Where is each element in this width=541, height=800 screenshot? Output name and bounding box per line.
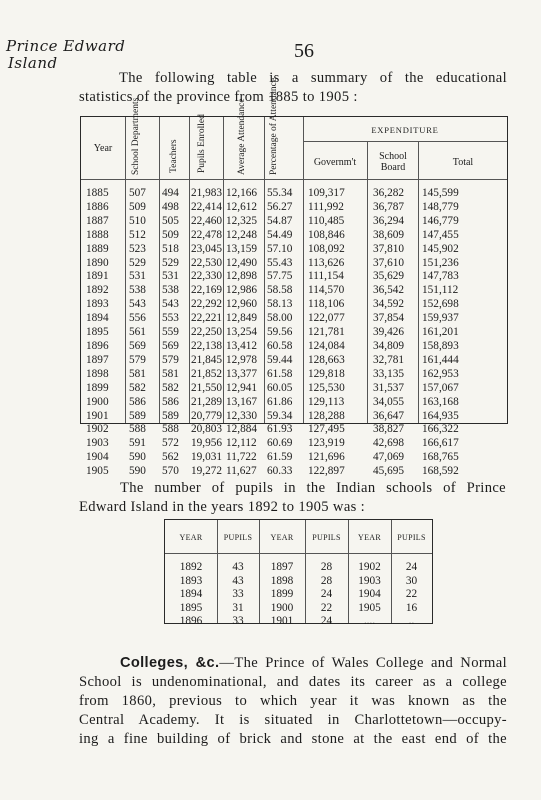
header-expenditure: EXPENDITURE xyxy=(371,125,439,135)
colleges-line1: —The Prince of Wales College and Normal xyxy=(219,655,507,671)
avg-cell: 12,849 xyxy=(226,312,258,325)
pupils-cell: 22,530 xyxy=(191,256,223,269)
y2-cell: 1901 xyxy=(270,615,294,627)
board-cell: 34,592 xyxy=(373,298,405,311)
teach-cell: 579 xyxy=(162,353,179,366)
teach-cell: 505 xyxy=(162,214,179,227)
teach-cell: 509 xyxy=(162,228,179,241)
years-cell: 1901 xyxy=(86,409,109,422)
teach-cell: 553 xyxy=(162,312,179,325)
dept-cell: 531 xyxy=(129,270,146,283)
indian-line2: Edward Island in the years 1892 to 1905 was : xyxy=(79,499,366,515)
years-cell: 1893 xyxy=(86,298,109,311)
board-cell: 38,609 xyxy=(373,228,405,241)
p2-cell: 24 xyxy=(320,588,333,600)
header-pupils-enrolled: Pupils Enrolled xyxy=(197,114,207,173)
indian-schools-table xyxy=(164,519,433,627)
pct-cell: 56.27 xyxy=(267,200,293,213)
pupils-cell: 20,803 xyxy=(191,423,223,436)
pupils-cell: 22,169 xyxy=(191,284,223,297)
total-cell: 159,937 xyxy=(422,312,459,325)
teach-cell: 586 xyxy=(162,395,179,408)
pct-cell: 58.58 xyxy=(267,284,293,297)
board-cell: 39,426 xyxy=(373,326,405,339)
avg-cell: 12,248 xyxy=(226,228,258,241)
pupils-cell: 23,045 xyxy=(191,242,223,255)
total-cell: 147,783 xyxy=(422,270,459,283)
years-cell: 1888 xyxy=(86,228,109,241)
gov-cell: 109,317 xyxy=(308,187,345,199)
pct-cell: 61.59 xyxy=(267,451,293,464)
teach-cell: 562 xyxy=(162,451,179,464)
avg-cell: 12,490 xyxy=(226,256,258,269)
years-cell: 1885 xyxy=(86,187,109,199)
gov-cell: 128,663 xyxy=(308,353,345,366)
avg-cell: 13,412 xyxy=(226,339,258,352)
pct-cell: 59.34 xyxy=(267,409,293,422)
dept-cell: 581 xyxy=(129,367,146,380)
pupils-cell: 22,460 xyxy=(191,214,223,227)
t2-header-year-3: YEAR xyxy=(358,533,381,542)
y3-cell: 1905 xyxy=(358,601,381,614)
years-cell: 1898 xyxy=(86,367,109,380)
p1-cell: 33 xyxy=(232,615,244,627)
pct-cell: 60.05 xyxy=(267,381,293,394)
pupils-cell: 22,414 xyxy=(191,200,223,213)
column-governmt xyxy=(308,187,364,479)
years-cell: 1887 xyxy=(86,214,109,227)
years-cell: 1890 xyxy=(86,256,109,269)
pupils-cell: 21,983 xyxy=(191,187,223,199)
years-cell: 1903 xyxy=(86,437,109,450)
pupils-cell: 22,221 xyxy=(191,312,223,325)
pupils-cell: 19,272 xyxy=(191,465,223,478)
gov-cell: 122,897 xyxy=(308,465,345,478)
header-year: Year xyxy=(93,143,113,154)
t2-header-pupils-3: PUPILS xyxy=(397,533,426,542)
gov-cell: 110,485 xyxy=(308,214,345,227)
teach-cell: 589 xyxy=(162,409,179,422)
board-cell: 35,629 xyxy=(373,270,405,283)
pupils-cell: 22,478 xyxy=(191,228,223,241)
pct-cell: 59.56 xyxy=(267,326,293,339)
column-average-attendance xyxy=(226,187,262,479)
total-cell: 168,592 xyxy=(422,465,459,478)
p3-cell: 24 xyxy=(405,561,418,573)
board-cell: 34,809 xyxy=(373,339,405,352)
avg-cell: 12,112 xyxy=(226,437,257,450)
pct-cell: 60.69 xyxy=(267,437,293,450)
dept-cell: 590 xyxy=(129,465,146,478)
gov-cell: 121,696 xyxy=(308,451,345,464)
teach-cell: 531 xyxy=(162,270,179,283)
gov-cell: 128,288 xyxy=(308,409,345,422)
column-school-board xyxy=(373,187,415,479)
dept-cell: 589 xyxy=(129,409,146,422)
board-cell: 42,698 xyxy=(373,437,405,450)
board-cell: 45,695 xyxy=(373,465,405,478)
total-cell: 164,935 xyxy=(422,409,459,422)
y3-cell: 1902 xyxy=(358,561,381,573)
p3-cell: .. xyxy=(408,615,415,627)
board-cell: 36,294 xyxy=(373,214,405,227)
total-cell: 146,779 xyxy=(422,214,459,227)
intro-line1: The following table is a summary of the educational xyxy=(119,70,507,86)
header-average-attendance: Average Attendance xyxy=(237,98,247,175)
p2-cell: 28 xyxy=(320,574,333,587)
dept-cell: 529 xyxy=(129,256,146,269)
pupils-cell: 19,031 xyxy=(191,451,223,464)
total-cell: 152,698 xyxy=(422,298,459,311)
pupils-cell: 21,852 xyxy=(191,367,223,380)
teach-cell: 581 xyxy=(162,367,179,380)
total-cell: 147,455 xyxy=(422,228,459,241)
y2-cell: 1899 xyxy=(270,588,294,600)
dept-cell: 512 xyxy=(129,228,146,241)
colleges-line3: from 1860, previous to which year it was known as the xyxy=(79,693,507,709)
pupils-cell: 20,779 xyxy=(191,409,223,422)
years-cell: 1891 xyxy=(86,270,109,283)
board-cell: 47,069 xyxy=(373,451,405,464)
years-cell: 1892 xyxy=(86,284,109,297)
p1-cell: 43 xyxy=(232,561,244,573)
pct-cell: 59.44 xyxy=(267,353,293,366)
t2-column-pupils-3 xyxy=(391,561,432,629)
total-cell: 162,953 xyxy=(422,367,459,380)
pct-cell: 57.10 xyxy=(267,242,293,255)
dept-cell: 509 xyxy=(129,200,146,213)
dept-cell: 590 xyxy=(129,451,146,464)
y2-cell: 1900 xyxy=(270,601,294,614)
t2-header-year-2: YEAR xyxy=(270,533,294,542)
gov-cell: 113,626 xyxy=(308,256,345,269)
gov-cell: 129,113 xyxy=(308,395,345,408)
pct-cell: 54.87 xyxy=(267,214,293,227)
running-head-line1: Prince Edward xyxy=(6,37,126,55)
dept-cell: 523 xyxy=(129,242,146,255)
total-cell: 166,617 xyxy=(422,437,459,450)
gov-cell: 114,570 xyxy=(308,284,345,297)
t2-column-year-1 xyxy=(165,561,217,629)
dept-cell: 569 xyxy=(129,339,146,352)
board-cell: 32,781 xyxy=(373,353,405,366)
colleges-line2: School is undenominational, and dates its career as a college xyxy=(79,674,507,690)
total-cell: 161,444 xyxy=(422,353,459,366)
board-cell: 36,787 xyxy=(373,200,405,213)
t2-column-year-3 xyxy=(348,561,391,629)
gov-cell: 111,992 xyxy=(308,200,344,213)
pupils-cell: 22,292 xyxy=(191,298,223,311)
years-cell: 1896 xyxy=(86,339,109,352)
board-cell: 36,542 xyxy=(373,284,405,297)
pupils-cell: 22,138 xyxy=(191,339,223,352)
p2-cell: 22 xyxy=(320,601,333,614)
years-cell: 1897 xyxy=(86,353,109,366)
avg-cell: 13,167 xyxy=(226,395,258,408)
board-cell: 37,810 xyxy=(373,242,405,255)
pct-cell: 61.93 xyxy=(267,423,293,436)
avg-cell: 12,612 xyxy=(226,200,258,213)
y1-cell: 1895 xyxy=(179,601,203,614)
dept-cell: 586 xyxy=(129,395,146,408)
p1-cell: 33 xyxy=(232,588,244,600)
total-cell: 161,201 xyxy=(422,326,459,339)
avg-cell: 13,254 xyxy=(226,326,258,339)
p3-cell: 22 xyxy=(405,588,418,600)
t2-column-pupils-1 xyxy=(217,561,259,629)
board-cell: 38,827 xyxy=(373,423,405,436)
total-cell: 158,893 xyxy=(422,339,459,352)
years-cell: 1900 xyxy=(86,395,109,408)
gov-cell: 118,106 xyxy=(308,298,345,311)
p1-cell: 31 xyxy=(232,601,244,614)
column-teachers xyxy=(162,187,186,479)
intro-line2: statistics of the province from 1885 to 1905 : xyxy=(79,89,358,105)
pct-cell: 54.49 xyxy=(267,228,293,241)
years-cell: 1894 xyxy=(86,312,109,325)
total-cell: 168,765 xyxy=(422,451,459,464)
gov-cell: 121,781 xyxy=(308,326,345,339)
pupils-cell: 19,956 xyxy=(191,437,223,450)
indian-line1: The number of pupils in the Indian schools of Prince xyxy=(120,480,506,496)
gov-cell: 129,818 xyxy=(308,367,345,380)
teach-cell: 569 xyxy=(162,339,179,352)
y2-cell: 1898 xyxy=(270,574,294,587)
pupils-cell: 22,250 xyxy=(191,326,223,339)
avg-cell: 12,330 xyxy=(226,409,258,422)
gov-cell: 111,154 xyxy=(308,270,344,283)
running-head-line2: Island xyxy=(8,54,58,72)
dept-cell: 561 xyxy=(129,326,146,339)
years-cell: 1902 xyxy=(86,423,109,436)
pct-cell: 55.34 xyxy=(267,187,293,199)
dept-cell: 543 xyxy=(129,298,146,311)
pct-cell: 55.43 xyxy=(267,256,293,269)
t2-header-pupils-2: PUPILS xyxy=(312,533,341,542)
avg-cell: 11,722 xyxy=(226,451,257,464)
years-cell: 1904 xyxy=(86,451,109,464)
years-cell: 1889 xyxy=(86,242,109,255)
header-percentage-attendance: Percentage of Attendance xyxy=(269,77,279,175)
dept-cell: 588 xyxy=(129,423,146,436)
avg-cell: 12,941 xyxy=(226,381,258,394)
p1-cell: 43 xyxy=(232,574,244,587)
column-total xyxy=(422,187,482,479)
column-school-departments xyxy=(129,187,157,479)
teach-cell: 529 xyxy=(162,256,179,269)
teach-cell: 494 xyxy=(162,187,179,199)
y1-cell: 1893 xyxy=(179,574,203,587)
y3-cell: .... xyxy=(363,615,376,627)
avg-cell: 12,986 xyxy=(226,284,258,297)
avg-cell: 12,166 xyxy=(226,187,258,199)
colleges-line4: Central Academy. It is situated in Charlottetown—occupy- xyxy=(79,712,507,728)
years-cell: 1895 xyxy=(86,326,109,339)
gov-cell: 125,530 xyxy=(308,381,345,394)
colleges-heading: Colleges, &c. xyxy=(120,655,220,671)
header-school-departments: School Departments xyxy=(131,97,141,175)
header-total: Total xyxy=(452,157,474,168)
y1-cell: 1896 xyxy=(179,615,203,627)
board-cell: 37,854 xyxy=(373,312,405,325)
total-cell: 166,322 xyxy=(422,423,459,436)
pct-cell: 58.00 xyxy=(267,312,293,325)
pct-cell: 57.75 xyxy=(267,270,293,283)
teach-cell: 582 xyxy=(162,381,179,394)
avg-cell: 11,627 xyxy=(226,465,257,478)
board-cell: 36,282 xyxy=(373,187,405,199)
header-teachers: Teachers xyxy=(169,139,179,173)
t2-column-year-2 xyxy=(259,561,305,629)
board-cell: 33,135 xyxy=(373,367,405,380)
dept-cell: 582 xyxy=(129,381,146,394)
teach-cell: 498 xyxy=(162,200,179,213)
avg-cell: 12,960 xyxy=(226,298,258,311)
pct-cell: 58.13 xyxy=(267,298,293,311)
y1-cell: 1892 xyxy=(179,561,203,573)
t2-column-pupils-2 xyxy=(305,561,348,629)
p3-cell: 16 xyxy=(405,601,418,614)
board-cell: 31,537 xyxy=(373,381,405,394)
running-head xyxy=(6,38,125,72)
board-cell: 36,647 xyxy=(373,409,405,422)
page-number: 56 xyxy=(294,40,314,62)
total-cell: 163,168 xyxy=(422,395,459,408)
header-school-board: School Board xyxy=(379,151,407,173)
t2-header-year-1: YEAR xyxy=(179,533,203,542)
avg-cell: 12,898 xyxy=(226,270,258,283)
teach-cell: 538 xyxy=(162,284,179,297)
gov-cell: 123,919 xyxy=(308,437,345,450)
teach-cell: 543 xyxy=(162,298,179,311)
pupils-cell: 21,289 xyxy=(191,395,223,408)
gov-cell: 124,084 xyxy=(308,339,345,352)
dept-cell: 591 xyxy=(129,437,146,450)
pupils-cell: 22,330 xyxy=(191,270,223,283)
p2-cell: 24 xyxy=(320,615,333,627)
y3-cell: 1903 xyxy=(358,574,381,587)
avg-cell: 13,377 xyxy=(226,367,258,380)
p3-cell: 30 xyxy=(405,574,418,587)
dept-cell: 507 xyxy=(129,187,146,199)
years-cell: 1899 xyxy=(86,381,109,394)
avg-cell: 12,884 xyxy=(226,423,258,436)
pct-cell: 61.58 xyxy=(267,367,293,380)
total-cell: 151,236 xyxy=(422,256,459,269)
teach-cell: 572 xyxy=(162,437,179,450)
board-cell: 34,055 xyxy=(373,395,405,408)
avg-cell: 12,325 xyxy=(226,214,258,227)
dept-cell: 538 xyxy=(129,284,146,297)
dept-cell: 510 xyxy=(129,214,146,227)
column-year xyxy=(86,187,122,479)
dept-cell: 579 xyxy=(129,353,146,366)
total-cell: 151,112 xyxy=(422,284,459,297)
avg-cell: 12,978 xyxy=(226,353,258,366)
teach-cell: 588 xyxy=(162,423,179,436)
pct-cell: 61.86 xyxy=(267,395,293,408)
header-governmt: Governm't xyxy=(313,157,357,168)
p2-cell: 28 xyxy=(320,561,333,573)
gov-cell: 122,077 xyxy=(308,312,345,325)
dept-cell: 556 xyxy=(129,312,146,325)
gov-cell: 108,092 xyxy=(308,242,345,255)
y3-cell: 1904 xyxy=(358,588,381,600)
colleges-paragraph xyxy=(79,654,507,749)
pct-cell: 60.33 xyxy=(267,465,293,478)
t2-header-pupils-1: PUPILS xyxy=(223,533,253,542)
pupils-cell: 21,845 xyxy=(191,353,223,366)
colleges-line5: ing a fine building of brick and stone at the east end of the xyxy=(79,731,507,747)
total-cell: 145,902 xyxy=(422,242,459,255)
pct-cell: 60.58 xyxy=(267,339,293,352)
y1-cell: 1894 xyxy=(179,588,203,600)
teach-cell: 559 xyxy=(162,326,179,339)
teach-cell: 518 xyxy=(162,242,179,255)
years-cell: 1886 xyxy=(86,200,109,213)
total-cell: 145,599 xyxy=(422,187,459,199)
pupils-cell: 21,550 xyxy=(191,381,223,394)
column-percentage-attendance xyxy=(267,187,299,479)
gov-cell: 127,495 xyxy=(308,423,345,436)
column-pupils-enrolled xyxy=(191,187,223,479)
total-cell: 157,067 xyxy=(422,381,459,394)
board-cell: 37,610 xyxy=(373,256,405,269)
total-cell: 148,779 xyxy=(422,200,459,213)
gov-cell: 108,846 xyxy=(308,228,345,241)
teach-cell: 570 xyxy=(162,465,179,478)
y2-cell: 1897 xyxy=(270,561,294,573)
avg-cell: 13,159 xyxy=(226,242,258,255)
years-cell: 1905 xyxy=(86,465,109,478)
